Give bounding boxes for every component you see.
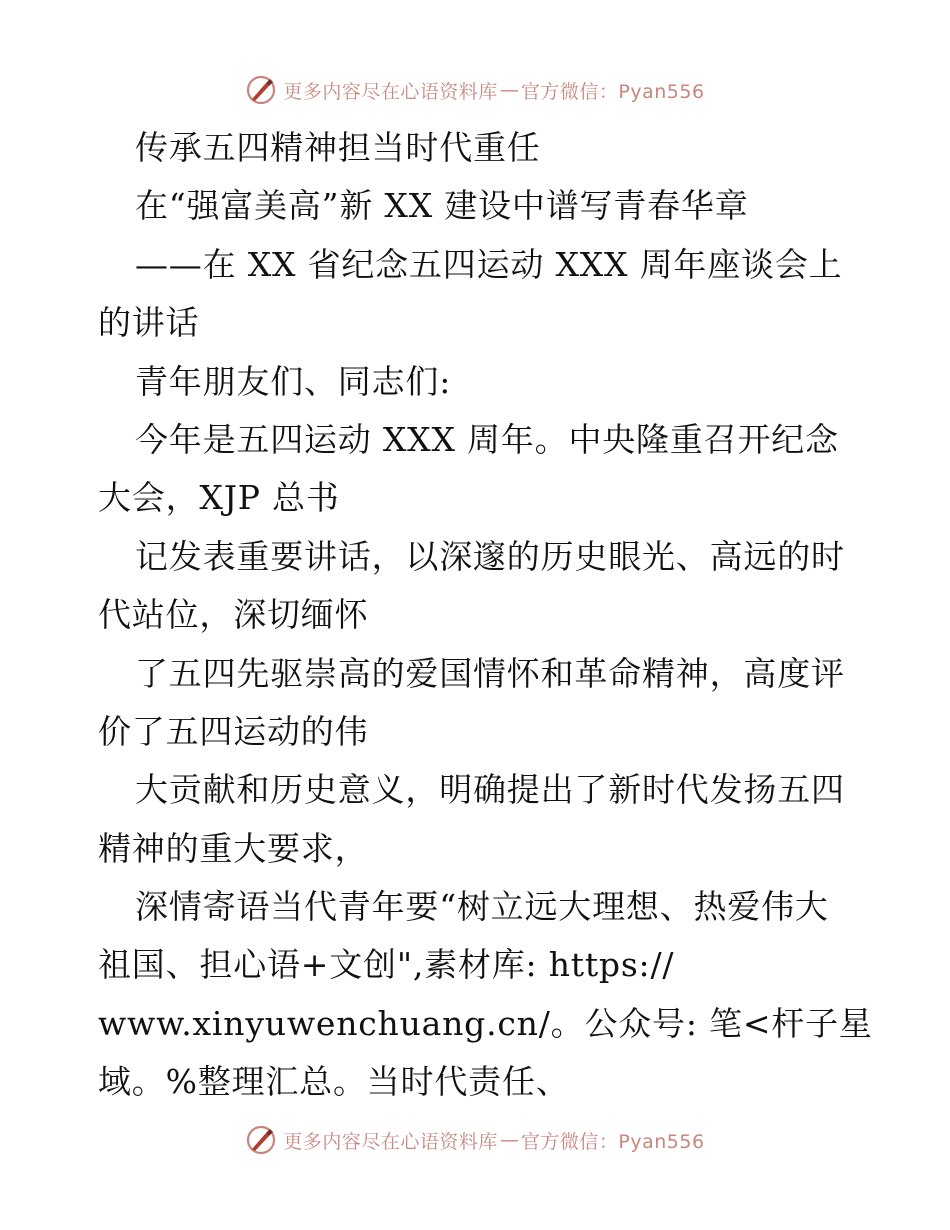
paragraph-line: 祖国、担心语+文创",素材库: https:// [98,945,675,985]
watermark-site-text: 更多内容尽在心语资料库 [283,80,498,103]
watermark-official-text: 官方微信：Pyan556 [520,1130,705,1153]
paragraph-line: 大贡献和历史意义，明确提出了新时代发扬五四 [135,770,845,810]
document-title: 传承五四精神担当时代重任 [135,128,541,167]
paragraph-line: 大会，XJP 总书 [98,478,340,518]
document-body [98,119,873,1112]
pen-logo-icon [245,1124,277,1156]
watermark-official-text: 官方微信：Pyan556 [520,80,705,103]
paragraph-line: www.xinyuwenchuang.cn/。公众号: 笔<杆子星 [98,1003,873,1043]
footer-watermark [0,1120,950,1160]
paragraph-line: 价了五四运动的伟 [98,711,369,751]
salutation: 青年朋友们、同志们: [135,361,452,401]
header-watermark [0,70,950,110]
paragraph-line: 了五四先驱崇高的爱国情怀和革命精神，高度评 [135,653,845,693]
watermark-dash: — [499,1129,519,1151]
watermark-site-text: 更多内容尽在心语资料库 [283,1130,498,1153]
pen-logo-icon [245,74,277,106]
paragraph-line: 域。%整理汇总。当时代责任、 [98,1062,570,1102]
paragraph-line: 记发表重要讲话，以深邃的历史眼光、高远的时 [135,536,845,576]
document-subtitle: 在“强富美高”新 XX 建设中谱写青春华章 [135,186,749,226]
paragraph-line: 深情寄语当代青年要“树立远大理想、热爱伟大 [135,887,829,927]
paragraph-line: 今年是五四运动 XXX 周年。中央隆重召开纪念 [135,419,839,459]
paragraph-line: 精神的重大要求， [98,828,369,868]
document-byline-cont: 的讲话 [98,303,200,343]
paragraph-line: 代站位，深切缅怀 [98,595,369,635]
document-byline: ——在 XX 省纪念五四运动 XXX 周年座谈会上 [135,244,843,284]
watermark-dash: — [499,79,519,101]
